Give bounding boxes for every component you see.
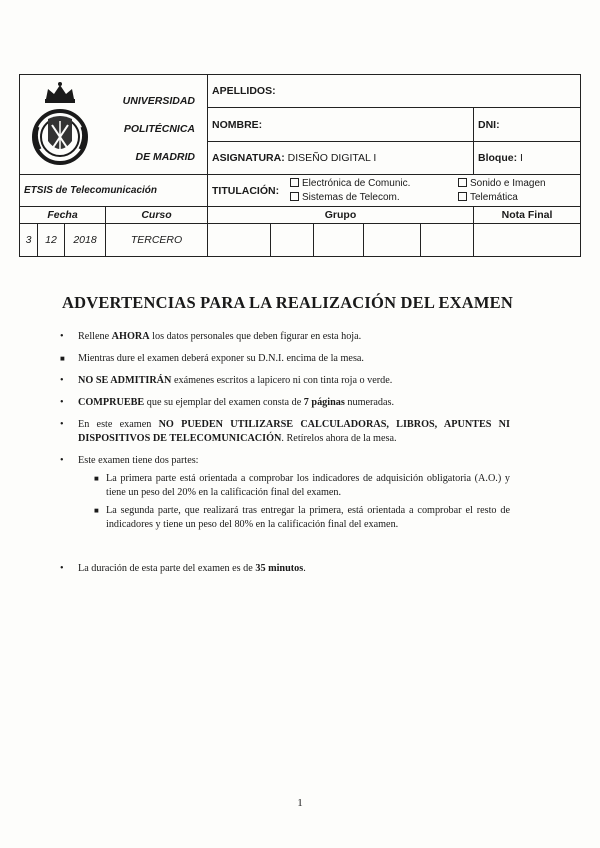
checkbox-icon[interactable] — [458, 192, 467, 201]
fecha-header: Fecha — [20, 207, 106, 224]
curso-header: Curso — [106, 207, 208, 224]
titulacion-label: TITULACIÓN: — [212, 184, 280, 197]
list-item: ■ Mientras dure el examen deberá exponer su D.N.I. encima de la mesa. — [60, 353, 364, 364]
nombre-label: NOMBRE: — [212, 118, 263, 131]
option-telematica[interactable]: Telemática — [458, 191, 546, 205]
asignatura-label: ASIGNATURA: — [212, 152, 285, 164]
bullet-icon: ■ — [94, 474, 99, 483]
school-cell — [20, 175, 208, 207]
university-name-line3: DE MADRID — [135, 151, 195, 163]
option-sistemas[interactable]: Sistemas de Telecom. — [290, 191, 458, 205]
nombre-field[interactable] — [208, 108, 474, 142]
dni-label: DNI: — [478, 118, 500, 131]
checkbox-icon[interactable] — [458, 178, 467, 187]
fecha-month: 12 — [38, 224, 65, 257]
bullet-icon: • — [60, 331, 64, 342]
grupo-box[interactable] — [421, 224, 474, 257]
option-electronica[interactable]: Electrónica de Comunic. — [290, 177, 458, 191]
grupo-header: Grupo — [208, 207, 474, 224]
bullet-icon: ■ — [94, 506, 99, 515]
grupo-box[interactable] — [364, 224, 421, 257]
sub-list-item: ■ La segunda parte, que realizará tras entregar la primera, está orientada a comprobar el resto de indicadores y tiene un peso del 80% en la calificación final del examen. — [94, 505, 510, 530]
university-block — [20, 75, 208, 175]
nota-final-box[interactable] — [474, 224, 581, 257]
grupo-box[interactable] — [314, 224, 364, 257]
list-item: • Este examen tiene dos partes: ■ La primera parte está orientada a comprobar los indicadores de adquisición obligatoria (A.O.) y tiene un peso del 20% en la calificación final del examen. ■ La segunda parte, que realizará tras entregar la primera, está orientada a comprobar el resto de indicadores y tiene un peso del 80% en la calificación final del examen. — [60, 455, 510, 530]
list-item: • La duración de esta parte del examen es de 35 minutos. — [60, 563, 306, 574]
asignatura-value: DISEÑO DIGITAL I — [287, 152, 377, 164]
grupo-box[interactable] — [271, 224, 314, 257]
exam-header-table — [19, 74, 581, 257]
bloque-label: Bloque: — [478, 152, 518, 164]
list-item: • NO SE ADMITIRÁN exámenes escritos a lapicero ni con tinta roja o verde. — [60, 375, 393, 386]
titulacion-cell — [208, 175, 581, 207]
university-crest-icon — [28, 79, 92, 171]
page-number: 1 — [297, 797, 303, 809]
grupo-box[interactable] — [208, 224, 271, 257]
list-item: • Rellene AHORA los datos personales que deben figurar en esta hoja. — [60, 331, 362, 342]
asignatura-cell — [208, 142, 474, 175]
bullet-icon: • — [60, 455, 64, 466]
university-name-line2: POLITÉCNICA — [123, 123, 195, 135]
apellidos-label: APELLIDOS: — [212, 85, 276, 97]
university-name-line1: UNIVERSIDAD — [122, 95, 195, 107]
bloque-value: I — [520, 152, 523, 164]
dni-field[interactable] — [474, 108, 581, 142]
list-item: • En este examen NO PUEDEN UTILIZARSE CALCULADORAS, LIBROS, APUNTES NI DISPOSITIVOS DE TELECOMUNICACIÓN. Retírelos ahora de la mesa. — [60, 419, 510, 444]
bloque-cell — [474, 142, 581, 175]
option-sonido[interactable]: Sonido e Imagen — [458, 177, 546, 191]
sub-list-item: ■ La primera parte está orientada a comprobar los indicadores de adquisición obligatoria (A.O.) y tiene un peso del 20% en la calificación final del examen. — [94, 473, 510, 498]
nota-final-header: Nota Final — [474, 207, 581, 224]
checkbox-icon[interactable] — [290, 178, 299, 187]
bullet-icon: • — [60, 563, 64, 574]
fecha-day: 3 — [20, 224, 38, 257]
bullet-icon: • — [60, 419, 64, 430]
checkbox-icon[interactable] — [290, 192, 299, 201]
bullet-icon: ■ — [60, 354, 65, 363]
bullet-icon: • — [60, 375, 64, 386]
page-title: ADVERTENCIAS PARA LA REALIZACIÓN DEL EXAMEN — [62, 293, 513, 312]
bullet-icon: • — [60, 397, 64, 408]
school-name: ETSIS de Telecomunicación — [24, 185, 157, 196]
curso-value: TERCERO — [106, 224, 208, 257]
list-item: • COMPRUEBE que su ejemplar del examen consta de 7 páginas numeradas. — [60, 397, 395, 408]
instructions-list — [60, 330, 510, 584]
fecha-year: 2018 — [65, 224, 106, 257]
apellidos-field[interactable] — [208, 75, 581, 108]
